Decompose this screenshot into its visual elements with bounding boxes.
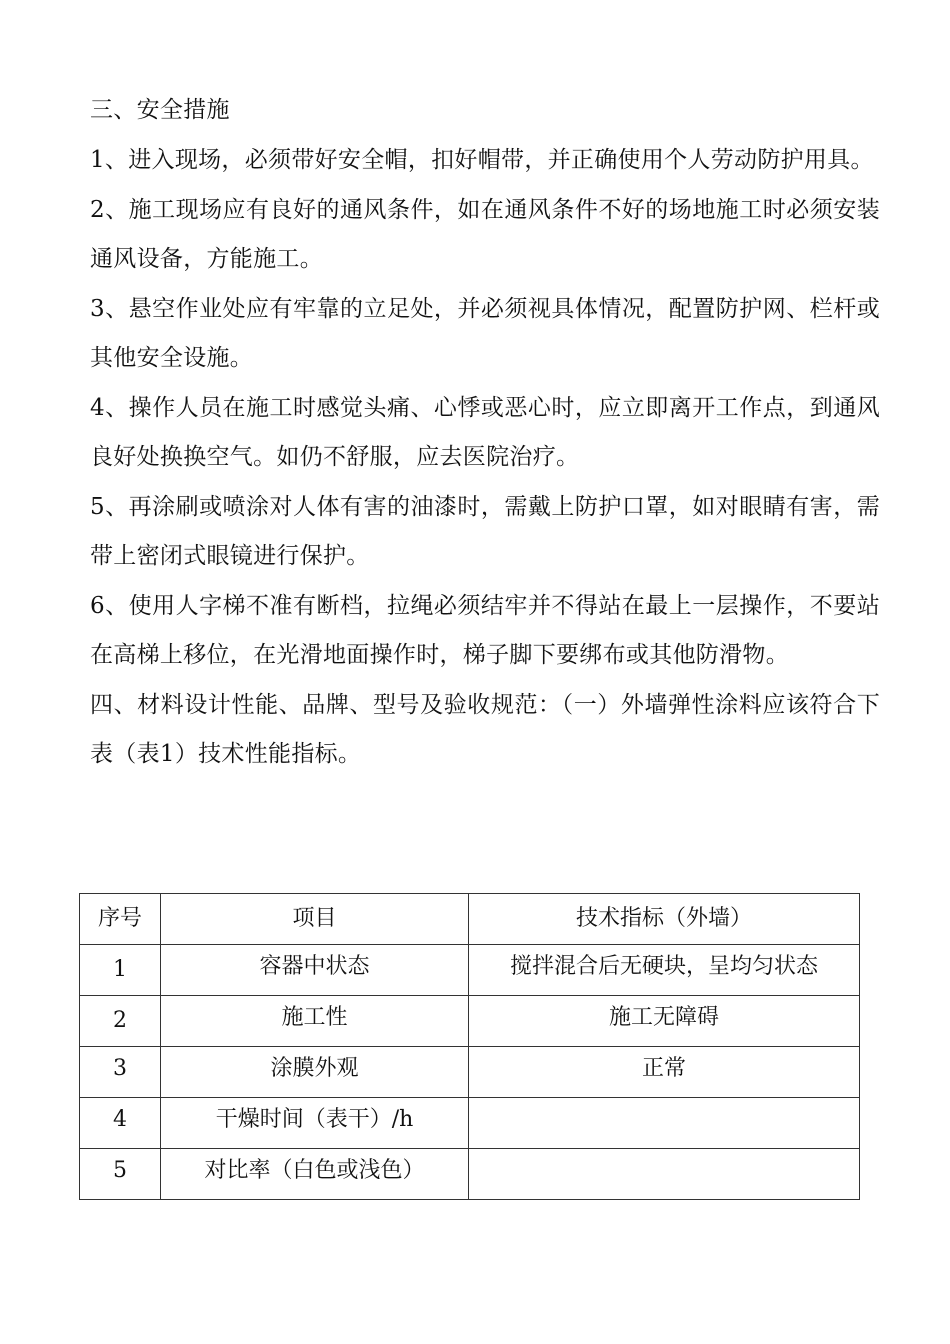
cell-index: 2 [80, 996, 161, 1047]
table-header-row [80, 894, 860, 945]
cell-index: 3 [80, 1047, 161, 1098]
cell-index: 5 [80, 1149, 161, 1200]
cell-index: 4 [80, 1098, 161, 1149]
header-spec: 技术指标（外墙） [469, 894, 860, 945]
safety-item-3: 3、悬空作业处应有牢靠的立足处，并必须视具体情况，配置防护网、栏杆或其他安全设施。 [90, 296, 880, 371]
table-row [80, 1149, 860, 1200]
header-item: 项目 [161, 894, 469, 945]
table-row [80, 945, 860, 996]
section-heading-safety: 三、安全措施 [90, 97, 230, 123]
safety-item-5: 5、再涂刷或喷涂对人体有害的油漆时，需戴上防护口罩，如对眼睛有害，需带上密闭式眼镜进行保护。 [90, 494, 880, 569]
safety-item-1: 1、进入现场，必须带好安全帽，扣好帽带，并正确使用个人劳动防护用具。 [90, 147, 874, 173]
safety-item-4: 4、操作人员在施工时感觉头痛、心悸或恶心时，应立即离开工作点，到通风良好处换换空气。如仍不舒服，应去医院治疗。 [90, 395, 880, 470]
header-index: 序号 [80, 894, 161, 945]
cell-item: 涂膜外观 [161, 1047, 469, 1098]
cell-item: 容器中状态 [161, 945, 469, 996]
cell-item: 施工性 [161, 996, 469, 1047]
spec-table [79, 893, 860, 1200]
cell-spec [469, 1149, 860, 1200]
table-row [80, 996, 860, 1047]
cell-index: 1 [80, 945, 161, 996]
section-heading-materials: 四、材料设计性能、品牌、型号及验收规范：（一）外墙弹性涂料应该符合下表（表1）技术性能指标。 [90, 692, 880, 767]
cell-item: 对比率（白色或浅色） [161, 1149, 469, 1200]
cell-item: 干燥时间（表干）/h [161, 1098, 469, 1149]
spec-table-container [79, 893, 859, 1200]
cell-spec [469, 1098, 860, 1149]
safety-item-2: 2、施工现场应有良好的通风条件，如在通风条件不好的场地施工时必须安装通风设备，方能施工。 [90, 197, 880, 272]
cell-spec: 施工无障碍 [469, 996, 860, 1047]
cell-spec: 正常 [469, 1047, 860, 1098]
table-row [80, 1047, 860, 1098]
safety-item-6: 6、使用人字梯不准有断档，拉绳必须结牢并不得站在最上一层操作，不要站在高梯上移位，在光滑地面操作时，梯子脚下要绑布或其他防滑物。 [90, 593, 880, 668]
document-body [90, 86, 880, 780]
cell-spec: 搅拌混合后无硬块，呈均匀状态 [469, 945, 860, 996]
table-row [80, 1098, 860, 1149]
